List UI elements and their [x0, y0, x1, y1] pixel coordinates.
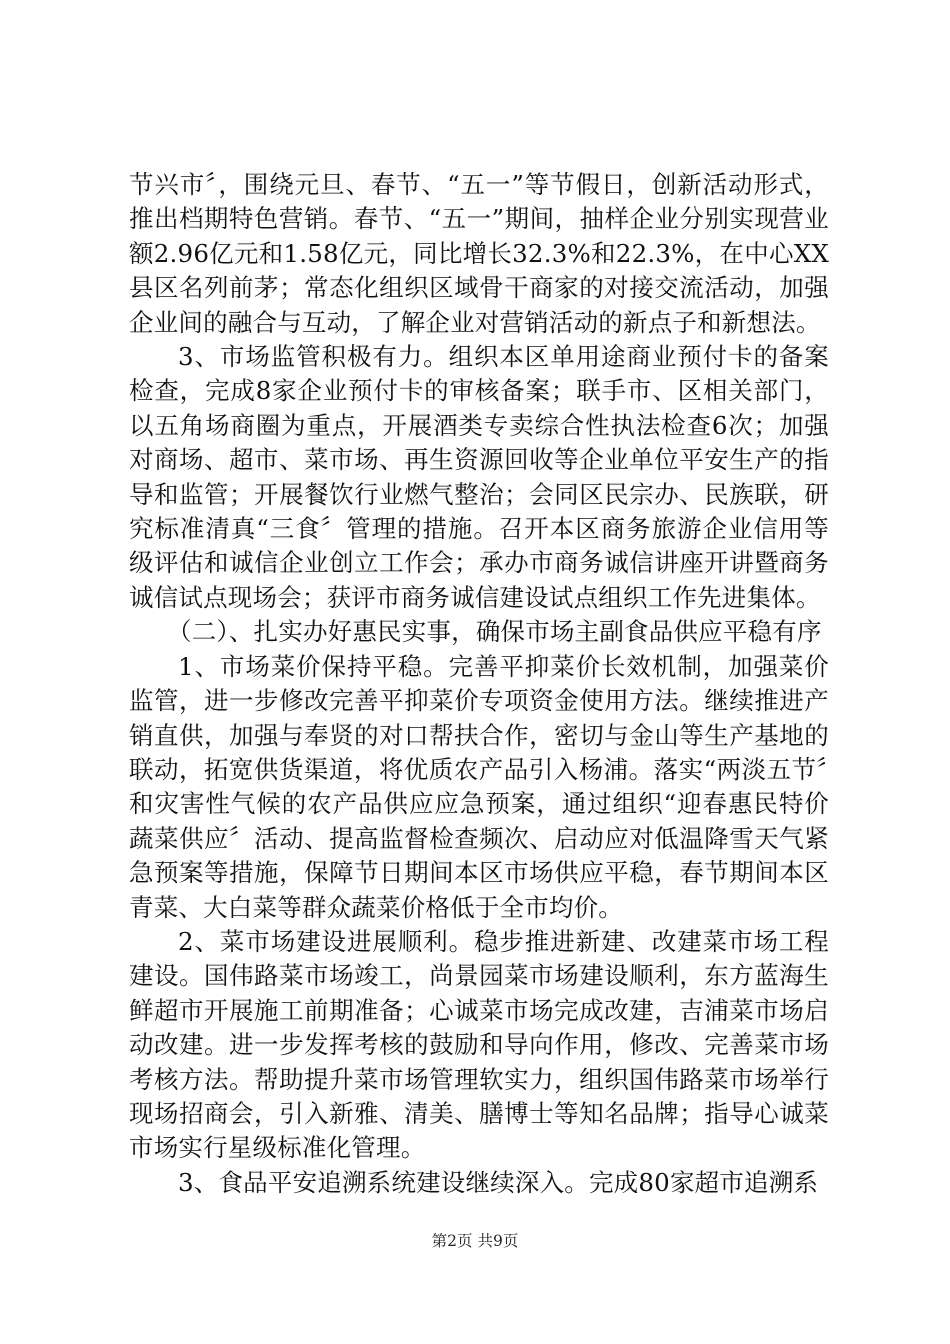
page-number-footer: 第2页 共9页	[431, 1232, 519, 1250]
section-heading-livelihood: （二）、扎实办好惠民实事，确保市场主副食品供应平稳有序	[167, 617, 822, 647]
document-body	[129, 168, 829, 1200]
paragraph-market-construction: 2、菜市场建设进展顺利。稳步推进新建、改建菜市场工程建设。国伟路菜市场竣工，尚景园菜市场建设顺利，东方蓝海生鲜超市开展施工前期准备；心诚菜市场完成改建，吉浦菜市场启动改建。进一步发挥考核的鼓励和导向作用，修改、完善菜市场考核方法。帮助提升菜市场管理软实力，组织国伟路菜市场举行现场招商会，引入新雅、清美、膳博士等知名品牌；指导心诚菜市场实行星级标准化管理。	[129, 926, 829, 1163]
paragraph-food-traceability: 3、食品平安追溯系统建设继续深入。完成80家超市追溯系	[178, 1167, 819, 1197]
paragraph-marketing-continuation: 节兴市〞，围绕元旦、春节、“五一”等节假日，创新活动形式，推出档期特色营销。春节、“五一”期间，抽样企业分别实现营业额2.96亿元和1.58亿元，同比增长32.3%和22.3%，在中心XX县区名列前茅；常态化组织区域骨干商家的对接交流活动，加强企业间的融合与互动，了解企业对营销活动的新点子和新想法。	[129, 170, 829, 337]
paragraph-vegetable-prices: 1、市场菜价保持平稳。完善平抑菜价长效机制，加强菜价监管，进一步修改完善平抑菜价专项资金使用方法。继续推进产销直供，加强与奉贤的对口帮扶合作，密切与金山等生产基地的联动，拓宽供货渠道，将优质农产品引入杨浦。落实“两淡五节〞和灾害性气候的农产品供应应急预案，通过组织“迎春惠民特价蔬菜供应〞活动、提高监督检查频次、启动应对低温降雪天气紧急预案等措施，保障节日期间本区市场供应平稳，春节期间本区青菜、大白菜等群众蔬菜价格低于全市均价。	[129, 651, 829, 922]
paragraph-market-supervision: 3、市场监管积极有力。组织本区单用途商业预付卡的备案检查，完成8家企业预付卡的审核备案；联手市、区相关部门，以五角场商圈为重点，开展酒类专卖综合性执法检查6次；加强对商场、超市、菜市场、再生资源回收等企业单位平安生产的指导和监管；开展餐饮行业燃气整治；会同区民宗办、民族联，研究标准清真“三食〞管理的措施。召开本区商务旅游企业信用等级评估和诚信企业创立工作会；承办市商务诚信讲座开讲暨商务诚信试点现场会；获评市商务诚信建设试点组织工作先进集体。	[129, 342, 829, 612]
